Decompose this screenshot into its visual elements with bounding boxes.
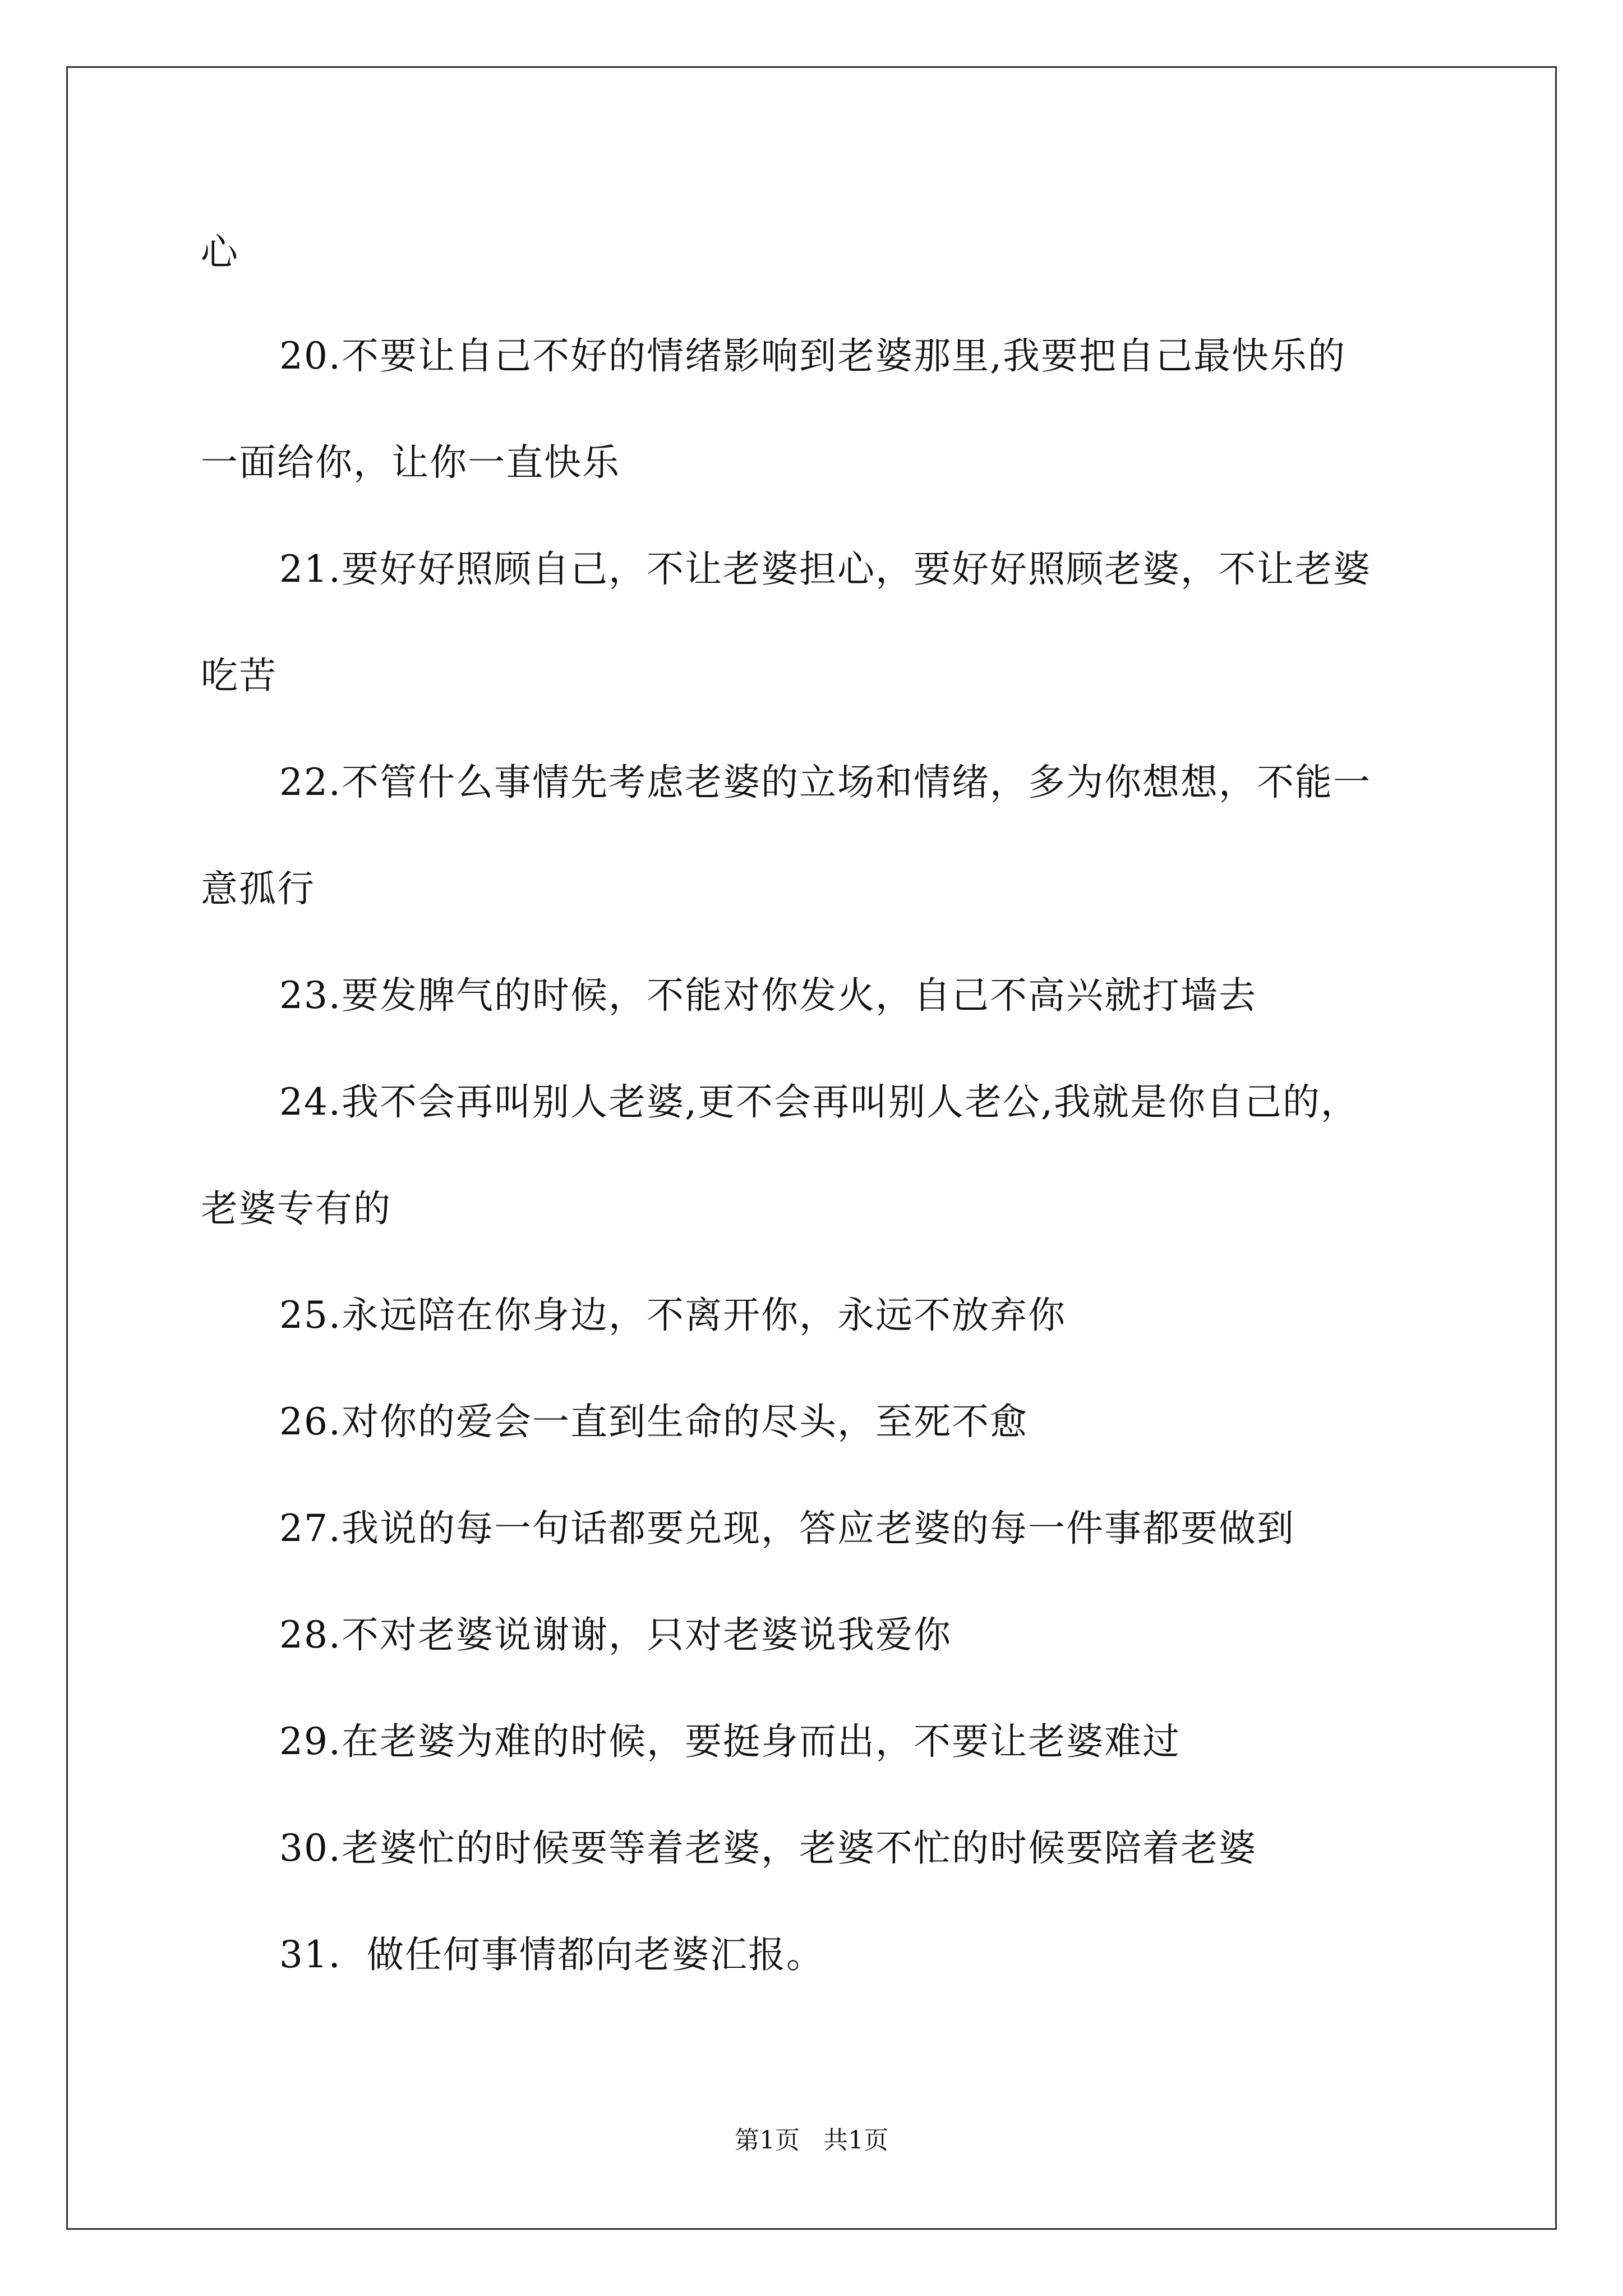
text-line-item-25: 25.永远陪在你身边，不离开你，永远不放弃你 bbox=[279, 1294, 1066, 1337]
text-line-item-26: 26.对你的爱会一直到生命的尽头，至死不愈 bbox=[279, 1400, 1028, 1443]
text-line-item-27: 27.我说的每一句话都要兑现，答应老婆的每一件事都要做到 bbox=[279, 1507, 1295, 1550]
text-line-item-21: 21.要好好照顾自己，不让老婆担心，要好好照顾老婆，不让老婆 bbox=[279, 547, 1371, 591]
text-line-item-20-cont: 一面给你，让你一直快乐 bbox=[201, 441, 620, 484]
text-line-item-24-cont: 老婆专有的 bbox=[201, 1187, 391, 1230]
text-line-item-22: 22.不管什么事情先考虑老婆的立场和情绪，多为你想想，不能一 bbox=[279, 761, 1371, 804]
text-line-item-23: 23.要发脾气的时候，不能对你发火，自己不高兴就打墙去 bbox=[279, 974, 1257, 1017]
text-line-continuation: 心 bbox=[201, 231, 239, 274]
text-line-item-20: 20.不要让自己不好的情绪影响到老婆那里,我要把自己最快乐的 bbox=[279, 334, 1346, 378]
text-line-item-30: 30.老婆忙的时候要等着老婆，老婆不忙的时候要陪着老婆 bbox=[279, 1826, 1257, 1870]
text-line-item-31: 31．做任何事情都向老婆汇报。 bbox=[279, 1933, 824, 1976]
text-line-item-28: 28.不对老婆说谢谢，只对老婆说我爱你 bbox=[279, 1613, 952, 1657]
text-line-item-29: 29.在老婆为难的时候，要挺身而出，不要让老婆难过 bbox=[279, 1720, 1181, 1763]
page-number-footer: 第1页 共1页 bbox=[735, 2126, 888, 2155]
text-line-item-24: 24.我不会再叫别人老婆,更不会再叫别人老公,我就是你自己的， bbox=[279, 1080, 1359, 1124]
text-line-item-22-cont: 意孤行 bbox=[201, 867, 315, 910]
page-border bbox=[66, 66, 1557, 2230]
text-line-item-21-cont: 吃苦 bbox=[201, 654, 277, 697]
